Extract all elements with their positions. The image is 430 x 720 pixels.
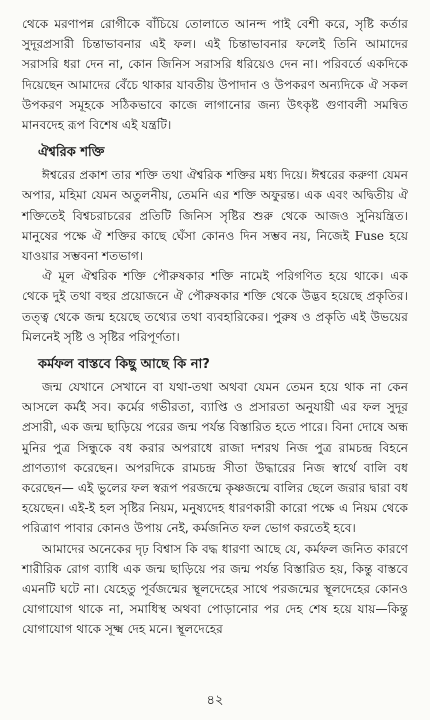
- page-number: ৪২: [206, 693, 224, 708]
- paragraph-karma: জন্ম যেখানে সেখানে বা যথা-তথা অথবা যেমন তেমন হয়ে থাক না কেন আসলে কর্মই সব। কর্মের গভীরতা, ব্যাপ্তি ও প্রসারতা অনুযায়ী এর ফল সুদূর প্রসারী, এক জন্ম ছাড়িয়ে পরের জন্ম পর্যন্ত বিস্তারিত হতে পারে। বিনা দোষে অন্ধ মুনির পুত্র সিন্ধুকে বধ করার অপরাধে রাজা দশরথ নিজ পুত্র রামচন্দ্র বিহনে প্রাণত্যাগ করেছেন। অপরদিকে রামচন্দ্র সীতা উদ্ধারের নিজ স্বার্থে বালি বধ করেছেন— এই ভুলের ফল স্বরূপ পরজন্মে কৃষ্ণজন্মে বালির ছেলে জরার দ্বারা বধ হয়েছেন। এই-ই হল সৃষ্টির নিয়ম, মনুষ্যদেহ ধারণকারী কারো পক্ষে এ নিয়ম থেকে পরিত্রাণ পাবার কোনও উপায় নেই, কর্মজনিত ফল ভোগ করতেই হবে।: [22, 380, 408, 536]
- heading-divine-power: ঐশ্বরিক শক্তি: [38, 145, 105, 161]
- paragraph-nature: ঐ মূল ঐশ্বরিক শক্তি পৌরুষকার শক্তি নামেই পরিগণিত হয়ে থাকে। এক থেকে দুই তথা বহুর প্রয়োজনে ঐ পৌরুষকার শক্তি থেকে উদ্ভব হয়েছে প্রকৃতির। তত্ত্ব থেকে জন্ম হয়েছে তথ্যের তথা ব্যবহারিকের। পুরুষ ও প্রকৃতি এই উভয়ের মিলনেই সৃষ্টি ও সৃষ্টির পরিপূর্ণতা।: [22, 269, 408, 344]
- paragraph-divine-power-text-a: ঈশ্বরের প্রকাশ তার শক্তি তথা ঐশ্বরিক শক্তির মধ্য দিয়ে। ঈশ্বরের করুণা যেমন অপার, মহিমা যেমন অতুলনীয়, তেমনি এর শক্তি অফুরন্ত। এক এবং অদ্বিতীয় ঐ শক্তিতেই বিশ্বচরাচরের প্রতিটি জিনিস সৃষ্টির শুরু থেকে আজও সুনিয়ন্ত্রিত। মানুষের পক্ষে ঐ শক্তির কাছে ঘেঁসা কোনও দিন সম্ভব নয়, নিজেই: [22, 168, 408, 243]
- paragraph-belief: আমাদের অনেকের দৃঢ় বিশ্বাস কি বদ্ধ ধারণা আছে যে, কর্মফল জনিত কারণে শারীরিক রোগ ব্যাধি এক জন্ম ছাড়িয়ে পর জন্ম পর্যন্ত বিস্তারিত হয়, কিন্তু বাস্তবে এমনটি ঘটে না। যেহেতু পূর্বজন্মের স্থূলদেহের সাথে পরজন্মের স্থূলদেহের কোনও যোগাযোগ থাকে না, সমাধিস্থ অথবা পোড়ানোর পর দেহ শেষ হয়ে যায়—কিন্তু যোগাযোগ থাকে সূক্ষ্ম দেহ মনে। স্থূলদেহের: [22, 541, 408, 637]
- latin-word-fuse: Fuse: [354, 228, 385, 243]
- paragraph-divine-power: [22, 165, 408, 266]
- heading-karma-fruit: কর্মফল বাস্তবে কিছু আছে কি না?: [38, 357, 210, 373]
- paragraph-divine-power-text-b: হয়ে যাওয়ার সম্ভবনা শতভাগ।: [22, 228, 409, 264]
- paragraph-intro: থেকে মরণাপন্ন রোগীকে বাঁচিয়ে তোলাতে আনন্দ পাই বেশী করে, সৃষ্টি কর্তার সুদূরপ্রসারী চিন্তাভাবনার এই ফল। এই চিন্তাভাবনার ফলেই তিনি আমাদের সরাসরি ধরা দেন না, কোন জিনিস সরাসরি ধরিয়েও দেন না। পরিবর্তে একদিকে দিয়েছেন আমাদের বেঁচে থাকার যাবতীয় উপাদান ও উপকরণ অন্যদিকে ঐ সকল উপকরণ সমূহকে সঠিকভাবে কাজে লাগানোর জন্য উৎকৃষ্ট গুণাবলী সমন্বিত মানবদেহ রূপ বিশেষ এই যন্ত্রটি।: [22, 17, 408, 133]
